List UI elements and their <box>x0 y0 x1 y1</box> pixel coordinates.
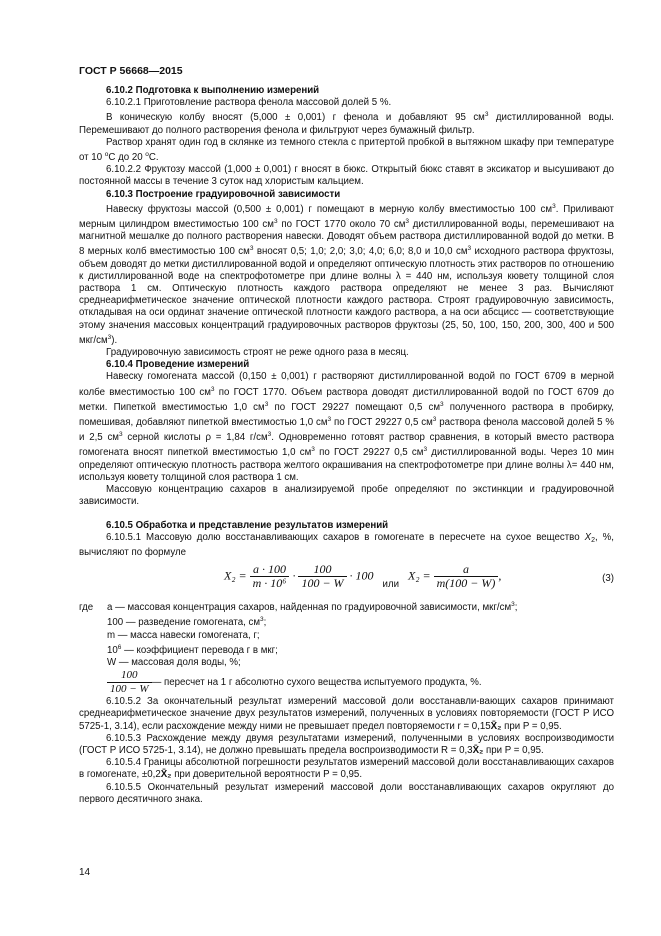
para-6-10-2-2: 6.10.2.2 Фруктозу массой (1,000 ± 0,001) г вносят в бюкс. Открытый бюкс ставят в эксикатор и высушивают до постоянной массы в течение 3 суток над хлористым кальцием. <box>79 164 614 188</box>
document-body <box>79 85 614 806</box>
formula-tail: · 100 <box>349 568 374 583</box>
formula-fraction-2: $\frac{100}{100 - W}$ <box>298 563 346 590</box>
para-concentration: Массовую концентрацию сахаров в анализируемой пробе определяют по экстинкции и градуировочной зависимости. <box>79 484 614 508</box>
para-calibration-frequency: Градуировочную зависимость строят не реже одного раза в месяц. <box>106 347 409 359</box>
para-6-10-5-4: 6.10.5.4 Границы абсолютной погрешности результатов измерений массовой доли восстанавливающих сахаров в гомогенате, ±0,2X̄₂ при доверительной вероятности P = 0,95. <box>79 757 614 781</box>
para-6-10-3: Навеску фруктозы массой (0,500 ± 0,001) г помещают в мерную колбу вместимостью 100 $см^3$. Приливают мерным цилиндром вместимостью 100 $см^3$ по ГОСТ 1770 около 70 $см^3$ дистиллированной воды, перемешивают на магнитной мешалке до полного растворения навески. Доводят объем раствора дистиллированной водой до метки. В 8 мерных колб вместимостью 100 $см^3$ вносят 0,5; 1,0; 2,0; 3,0; 4,0; 6,0; 8,0 и 10,0 $см^3$ исходного раствора фруктозы, объем доводят до метки дистиллированной водой и определяют оптическую плотность этих растворов по отношению к дистиллированной воде на спектрофотометре при длине волны λ = 440 нм, используя кювету толщиной слоя раствора 1 см. Оптическую плотность каждого раствора определяют не менее 3 раз. Вычисляют среднеарифметическое значение оптической плотности каждого раствора. Строят градуировочную зависимость, откладывая на оси ординат значение оптической плотности каждого раствора, а на оси абсцисс — соответствующие этому значения массовых концентраций градуировочных растворов фруктозы (25, 50, 100, 150, 200, 300, 400 и 500 мкг/$см^3$). <box>79 202 614 346</box>
formula-3: X₂ = $\frac{a \cdot 100}{\text{m · 10⁶}}$ · $\frac{100}{100 - W}$ · 100 $_{или}$ X₂ = $\frac{a}{m(100 - W)}$ , (3) <box>224 562 614 591</box>
formula-fraction-3: $\frac{a}{m(100 - W)}$ <box>434 563 499 590</box>
document-header: ГОСТ Р 56668—2015 <box>79 65 183 77</box>
para-6-10-5-3: 6.10.5.3 Расхождение между двумя результатами измерений, полученными в условиях воспроизводимости (ГОСТ Р ИСО 5725-1, 3.14), не должно превышать предела воспроизводимости R = 0,3X̄₂ при P = 0,95. <box>79 732 614 756</box>
definition-a: где a — массовая концентрация сахаров, найденная по градуировочной зависимости, мкг/$см^3$; <box>79 601 518 614</box>
formula-lhs-2: X₂ = <box>408 568 431 583</box>
para-6-10-5-2: 6.10.5.2 За окончательный результат измерений массовой доли восстанавли-вающих сахаров принимают среднеарифметическое значение двух результатов измерений, полученных в условиях повторяемости (ГОСТ Р ИСО 5725-1, 3.14), если расхождение между ними не превышает предел повторяемости r = 0,15X̄₂ при P = 0,95. <box>79 696 614 732</box>
formula-fraction-1: $\frac{a \cdot 100}{\text{m · 10⁶}}$ <box>250 563 290 590</box>
definition-m: m — масса навески гомогената, г; <box>107 629 260 641</box>
formula-or: или <box>382 579 400 591</box>
para-storage: Раствор хранят один год в склянке из темного стекла с притертой пробкой в вытяжном шкафу при температуре от 10 $^o$С до 20 $^o$С. <box>79 136 614 164</box>
heading-6-10-2: 6.10.2 Подготовка к выполнению измерений <box>106 85 320 96</box>
formula-dot: · <box>292 568 296 583</box>
heading-6-10-3: 6.10.3 Построение градуировочной зависимости <box>106 188 341 200</box>
formula-lhs: X₂ = <box>224 568 247 583</box>
heading-6-10-4: 6.10.4 Проведение измерений <box>106 359 250 371</box>
definition-10-6: $10^6$ — коэффициент перевода г в мкг; <box>107 643 278 656</box>
para-6-10-2-1: 6.10.2.1 Приготовление раствора фенола массовой долей 5 %. <box>106 97 392 109</box>
heading-6-10-5: 6.10.5 Обработка и представление результатов измерений <box>106 519 389 531</box>
para-6-10-5-1: 6.10.5.1 Массовую долю восстанавливающих сахаров в гомогенате в пересчете на сухое вещество $X_2$, %, вычисляют по формуле <box>79 531 614 558</box>
definition-fraction-expr: $\frac{100}{100 - W}$ <box>107 669 152 696</box>
definition-w: W — массовая доля воды, %; <box>107 656 241 668</box>
para-6-10-5-5: 6.10.5.5 Окончательный результат измерений массовой доли восстанавливающих сахаров округляют до первого десятичного знака. <box>79 781 614 805</box>
para-6-10-2-1-text: В коническую колбу вносят (5,000 ± 0,001) г фенола и добавляют 95 $см^3$ дистиллированной воды. Перемешивают до полного растворения фенола и фильтруют через бумажный фильтр. <box>79 111 614 136</box>
definition-fraction: $\frac{100}{100 - W}$ — пересчет на 1 г абсолютно сухого вещества испытуемого продукта, %. <box>107 669 614 696</box>
formula-number: (3) <box>602 573 614 585</box>
para-6-10-4: Навеску гомогената массой (0,150 ± 0,001) г растворяют дистиллированной водой по ГОСТ 6709 в мерной колбе вместимостью 100 $см^3$ по ГОСТ 1770. Объем раствора доводят дистиллированной водой по ГОСТ 6709 до метки. Пипеткой вместимостью 1,0 $см^3$ по ГОСТ 29227 помещают 0,5 $см^3$ полученного раствора в пробирку, помешивая, добавляют пипеткой вместимостью 1,0 $см^3$ по ГОСТ 29227 0,5 $см^3$ раствора фенола массовой долей 5 % и 2,5 $см^3$ серной кислоты ρ = 1,84 $г/см^3$. Одновременно готовят раствор сравнения, в который вместо раствора гомогената вносят пипеткой вместимостью 1,0 $см^3$ по ГОСТ 29227 0,5 $см^3$ дистиллированной воды. Через 10 мин определяют оптическую плотность раствора желтого окрашивания на спектрофотометре при длине волны λ= 440 нм, используя кювету толщиной слоя раствора 1 см. <box>79 371 615 483</box>
definition-100: 100 — разведение гомогената, $см^3$; <box>107 616 267 629</box>
page-number: 14 <box>79 867 91 878</box>
